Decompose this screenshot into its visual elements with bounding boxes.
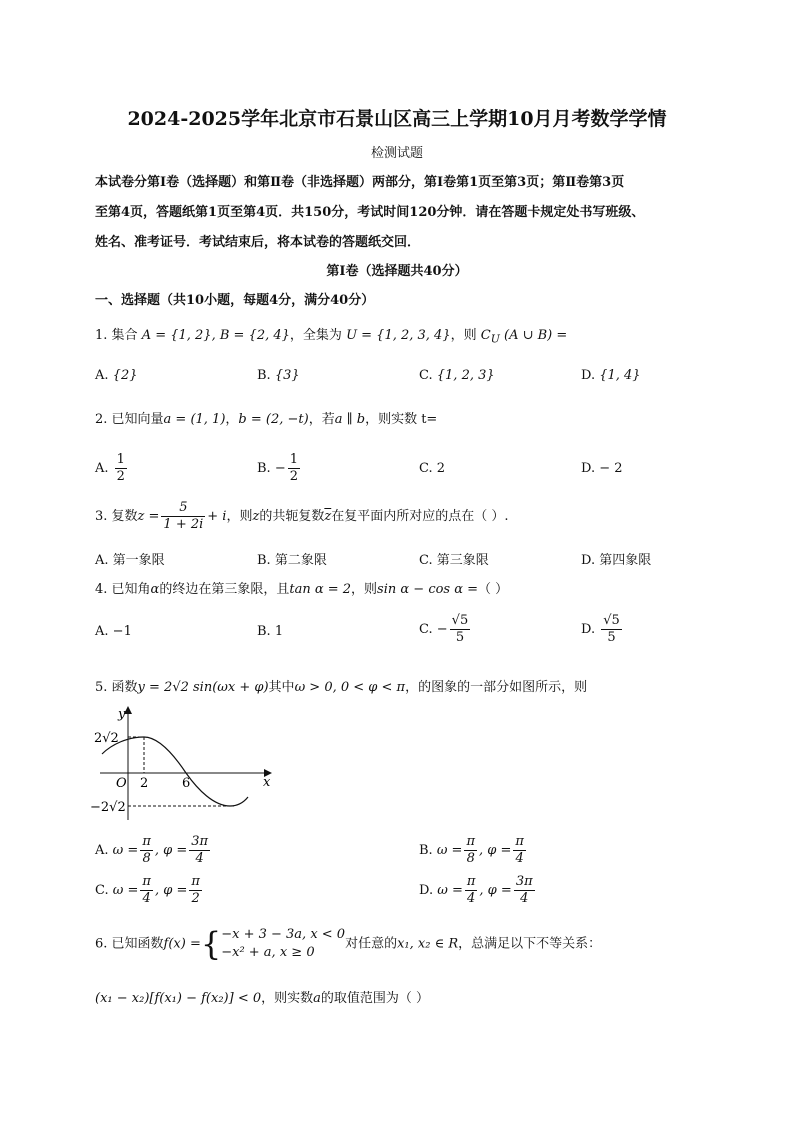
option-value: {1, 2, 3} (436, 368, 495, 383)
omega-symbol: ω = (112, 883, 139, 898)
fraction-denominator: 2 (191, 891, 200, 906)
instructions-line-3: 姓名、准考证号．考试结束后，将本试卷的答题纸交回． (95, 235, 421, 250)
fraction-numerator: π (191, 874, 200, 889)
option-value: − 2 (599, 461, 623, 476)
q4-text-a: 4. 已知角 (95, 582, 151, 597)
q1-complement-subscript: U (490, 332, 500, 346)
exam-instructions (95, 168, 707, 258)
fraction-denominator: 5 (455, 630, 465, 645)
option-label: B. (257, 624, 271, 639)
question-3 (95, 500, 508, 533)
x-tick-2: 2 (140, 776, 149, 791)
q5-function: y = 2√2 sin(ωx + φ) (137, 680, 269, 695)
omega-symbol: ω = (436, 843, 463, 858)
q4-text-c: ，则 (351, 582, 378, 597)
option-label: A. (95, 368, 109, 383)
q3-z-tail: + i (207, 509, 227, 524)
question-1 (95, 324, 567, 346)
section-heading: 第Ⅰ卷（选择题共40分） (326, 264, 468, 279)
q6-fx: f(x) = (163, 936, 201, 952)
q2-vector-a: a = (1, 1) (163, 412, 226, 427)
omega-fraction (140, 834, 153, 867)
q1-option-b[interactable] (257, 368, 300, 383)
y-axis-label: y (118, 707, 126, 722)
option-label: A. (95, 843, 109, 858)
instructions-line-1: 本试卷分第Ⅰ卷（选择题）和第Ⅱ卷（非选择题）两部分，第Ⅰ卷第1页至第3页；第Ⅱ卷第3页 (95, 175, 625, 190)
option-label: B. (257, 553, 271, 568)
part-heading: 一、选择题（共10小题，每题4分，满分40分） (95, 293, 375, 308)
option-value: {1, 4} (599, 368, 641, 383)
q4-alpha: α (150, 582, 160, 597)
q3-text-b: ，则 (226, 509, 253, 524)
fraction-numerator: 3π (515, 874, 533, 889)
q3-option-b[interactable] (257, 549, 327, 568)
fraction-denominator: 4 (195, 851, 204, 866)
q1-sets: A = {1, 2}, B = {2, 4} (141, 328, 290, 343)
q6-text-c: ，总满足以下不等关系： (458, 936, 602, 952)
q2-option-d[interactable] (581, 461, 623, 476)
fraction-numerator: π (142, 834, 151, 849)
q2-separator: ， (225, 412, 239, 427)
q4-text-d: （ ） (478, 582, 509, 597)
option-value: 第三象限 (436, 553, 489, 568)
fraction-numerator: π (466, 834, 476, 849)
q1-text-c: ，则 (450, 328, 477, 343)
option-sign: − (436, 622, 448, 637)
q1-expr-tail: (A ∪ B) = (504, 328, 568, 343)
q6-a: a (313, 991, 321, 1006)
fraction-numerator: π (142, 874, 151, 889)
option-fraction (115, 452, 127, 485)
q1-text-b: ，全集为 (289, 328, 342, 343)
q2-text-c: ，则实数 t= (365, 412, 438, 427)
q4-tan: tan α = 2 (289, 582, 352, 597)
fraction-denominator: 4 (520, 891, 529, 906)
q5-option-a[interactable] (95, 834, 212, 867)
q1-expr (480, 328, 568, 346)
option-value: {2} (112, 368, 138, 383)
phi-symbol: , φ = (479, 883, 512, 898)
option-fraction (601, 613, 622, 646)
origin-label: O (116, 776, 127, 791)
question-6-continued (95, 987, 429, 1006)
option-fraction (450, 613, 471, 646)
sine-curve (102, 737, 248, 806)
fraction-denominator: 8 (142, 851, 151, 866)
option-value: 第二象限 (274, 553, 327, 568)
q1-option-d[interactable] (581, 368, 641, 383)
q1-text-a: 1. 集合 (95, 328, 138, 343)
page-title: 2024-2025学年北京市石景山区高三上学期10月月考数学学情 (127, 108, 667, 130)
q3-text-d: 在复平面内所对应的点在（ ）. (331, 509, 509, 524)
q6-case-1: −x + 3 − 3a, x < 0 (221, 927, 346, 942)
fraction-numerator: π (466, 874, 476, 889)
omega-fraction (465, 874, 478, 907)
x-axis-label: x (263, 775, 271, 790)
omega-fraction (464, 834, 477, 867)
q4-option-b[interactable] (257, 624, 283, 639)
option-label: C. (419, 553, 433, 568)
option-label: B. (257, 368, 271, 383)
fraction-numerator: √5 (451, 613, 469, 628)
q6-cases (221, 926, 345, 962)
fraction-denominator: 8 (466, 851, 475, 866)
q3-z-lhs: z = (137, 509, 160, 524)
option-value: −1 (112, 624, 132, 639)
option-value: 第四象限 (599, 553, 652, 568)
question-6 (95, 926, 601, 962)
q1-universal: U = {1, 2, 3, 4} (346, 328, 451, 343)
option-sign: − (274, 461, 286, 476)
brace-icon: { (200, 925, 222, 963)
fraction-denominator: 4 (142, 891, 151, 906)
phi-fraction (513, 834, 526, 867)
option-value: 第一象限 (112, 553, 165, 568)
q5-option-c[interactable] (95, 874, 204, 907)
fraction-denominator: 2 (116, 469, 125, 484)
option-label: A. (95, 461, 109, 476)
option-label: D. (581, 368, 596, 383)
fraction-numerator: 3π (191, 834, 209, 849)
page-subtitle: 检测试题 (370, 146, 423, 161)
q5-option-d[interactable] (419, 874, 537, 907)
q5-text-c: ，的图象的一部分如图所示，则 (405, 680, 588, 695)
option-value: 2 (436, 461, 446, 476)
q3-z-conjugate: $\overline{z}$ (324, 509, 332, 524)
option-label: D. (581, 622, 596, 637)
q5-text-a: 5. 函数 (95, 680, 138, 695)
q3-text-a: 3. 复数 (95, 509, 138, 524)
q2-option-b[interactable] (257, 452, 302, 485)
option-label: C. (419, 622, 433, 637)
phi-fraction (514, 874, 535, 907)
question-4 (95, 578, 508, 597)
phi-fraction (189, 874, 202, 907)
option-label: D. (581, 553, 596, 568)
option-value: {3} (274, 368, 300, 383)
q3-option-d[interactable] (581, 549, 651, 568)
phi-symbol: , φ = (154, 843, 188, 858)
fraction-numerator: π (515, 834, 524, 849)
option-label: A. (95, 624, 109, 639)
q6-case-2: −x² + a, x ≥ 0 (221, 945, 315, 960)
fraction-numerator: 1 (289, 452, 299, 467)
q4-option-c[interactable] (419, 613, 472, 646)
q4-option-d[interactable] (581, 613, 624, 646)
y-max-label: 2√2 (94, 731, 119, 746)
q1-complement-symbol: C (480, 328, 491, 343)
fraction-denominator: 1 + 2i (163, 517, 204, 532)
q5-graph (88, 702, 288, 822)
option-label: D. (581, 461, 596, 476)
option-label: B. (257, 461, 271, 476)
q2-vector-b: b = (2, −t) (238, 412, 309, 427)
q3-text-c: 的共轭复数 (259, 509, 325, 524)
q3-option-a[interactable] (95, 549, 165, 568)
q1-option-a[interactable] (95, 368, 138, 383)
option-label: C. (95, 883, 109, 898)
option-label: B. (419, 843, 433, 858)
option-label: A. (95, 553, 109, 568)
q3-option-c[interactable] (419, 549, 489, 568)
option-label: C. (419, 368, 433, 383)
option-label: C. (419, 461, 433, 476)
q5-option-b[interactable] (419, 834, 528, 867)
phi-symbol: , φ = (154, 883, 188, 898)
q1-option-c[interactable] (419, 368, 495, 383)
x-tick-6: 6 (182, 776, 191, 791)
q3-fraction (161, 500, 205, 533)
q4-option-a[interactable] (95, 624, 132, 639)
q5-condition: ω > 0, 0 < φ < π (294, 680, 406, 695)
q4-expr: sin α − cos α = (377, 582, 479, 597)
option-fraction (288, 452, 300, 485)
question-5 (95, 676, 587, 695)
option-value: 1 (274, 624, 284, 639)
option-label: D. (419, 883, 434, 898)
q6-inequality: (x₁ − x₂)[f(x₁) − f(x₂)] < 0 (95, 991, 262, 1006)
omega-fraction (140, 874, 153, 907)
q2-parallel: a ∥ b (334, 412, 366, 427)
fraction-denominator: 5 (607, 630, 616, 645)
fraction-numerator: √5 (603, 613, 620, 628)
q5-text-b: 其中 (268, 680, 295, 695)
fraction-numerator: 5 (161, 500, 205, 517)
q2-text-b: ，若 (308, 412, 335, 427)
omega-symbol: ω = (112, 843, 139, 858)
q6-text-d: ，则实数 (261, 991, 314, 1006)
q2-text-a: 2. 已知向量 (95, 412, 164, 427)
question-2 (95, 408, 437, 427)
q2-option-a[interactable] (95, 452, 129, 485)
instructions-line-2: 至第4页，答题纸第1页至第4页．共150分，考试时间120分钟．请在答题卡规定处书写班级、 (95, 205, 645, 220)
fraction-numerator: 1 (116, 452, 125, 467)
q6-text-a: 6. 已知函数 (95, 936, 164, 952)
q3-z: z (252, 509, 260, 524)
fraction-denominator: 4 (467, 891, 476, 906)
phi-symbol: , φ = (479, 843, 512, 858)
phi-fraction (189, 834, 210, 867)
fraction-denominator: 4 (515, 851, 524, 866)
omega-symbol: ω = (437, 883, 463, 898)
q4-text-b: 的终边在第三象限，且 (159, 582, 290, 597)
q6-text-e: 的取值范围为（ ） (320, 991, 430, 1006)
fraction-denominator: 2 (289, 469, 299, 484)
q6-text-b: 对任意的 (345, 936, 398, 952)
y-min-label: −2√2 (90, 800, 126, 815)
q6-vars: x₁, x₂ ∈ R (397, 936, 459, 952)
q2-option-c[interactable] (419, 461, 445, 476)
